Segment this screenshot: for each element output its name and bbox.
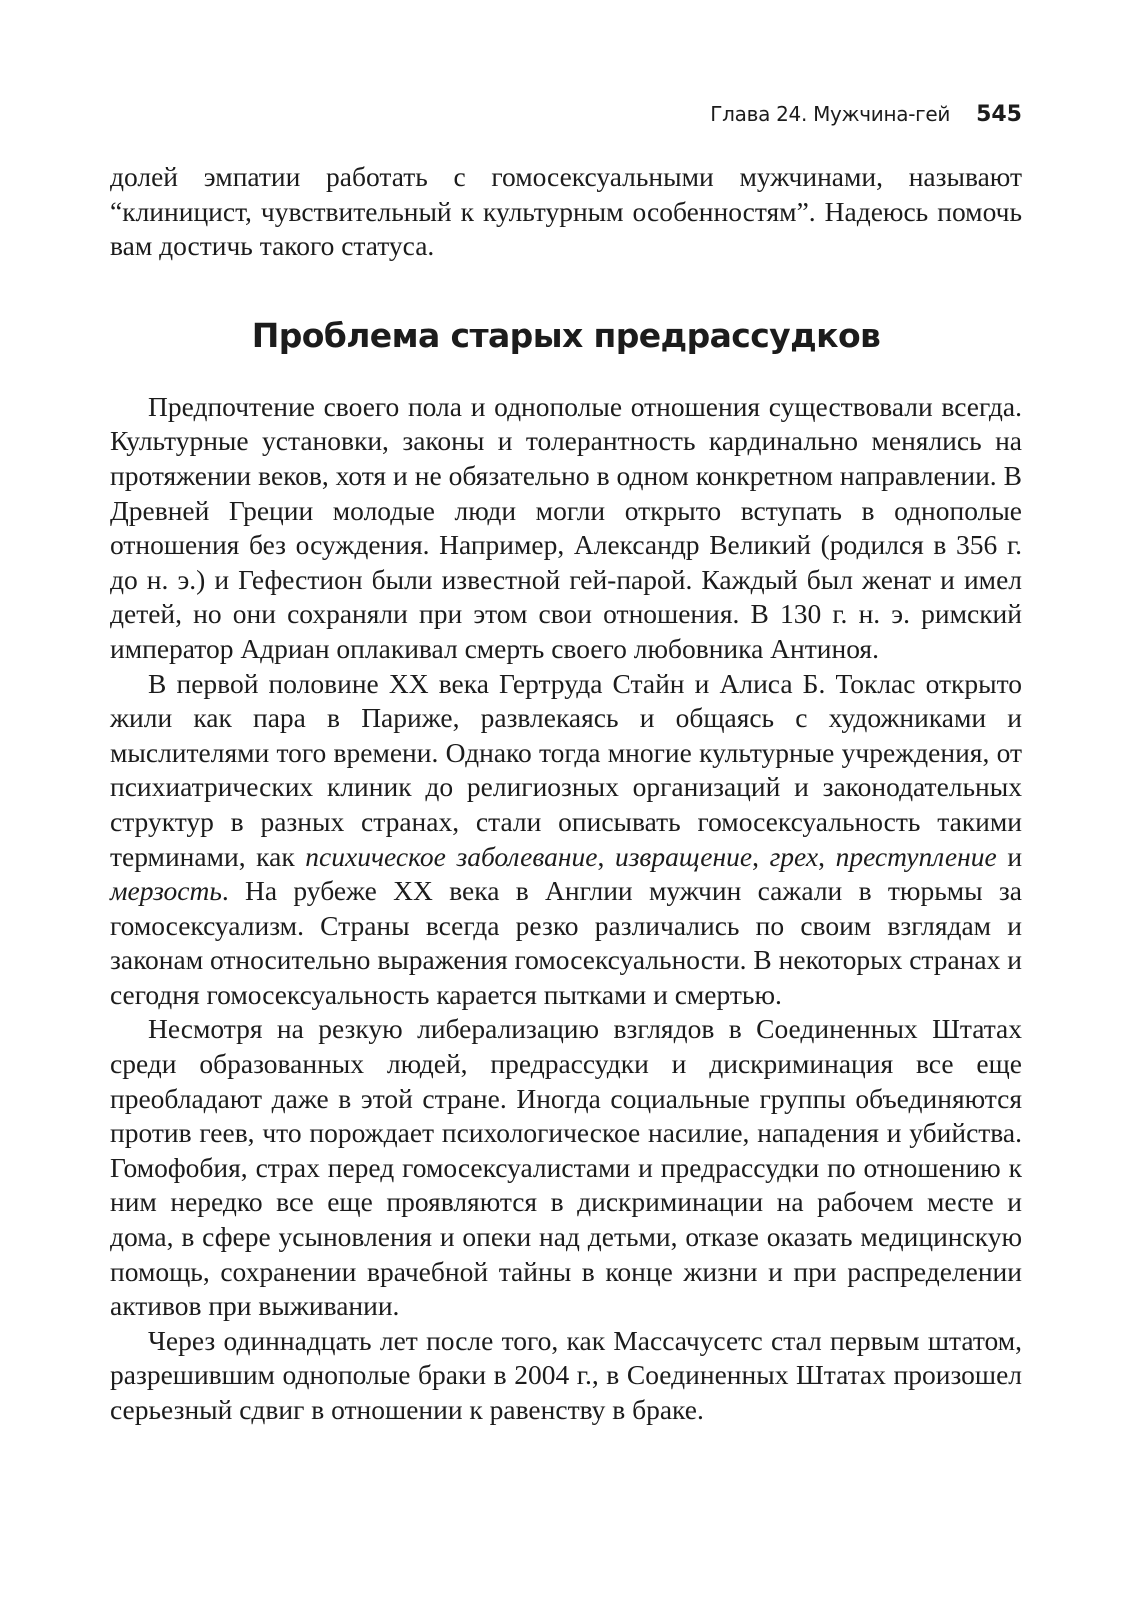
- paragraph-2-text-b: . На рубеже XX века в Англии мужчин сажали в тюрьмы за гомосексуализм. Страны всегда резко различались по своим взглядам и законам относительно выражения гомосексуальности. В некоторых странах и сегодня гомосексуальность карается пытками и смертью.: [110, 875, 1022, 1010]
- separator: ,: [597, 840, 615, 872]
- chapter-title: Глава 24. Мужчина-гей: [710, 102, 951, 126]
- separator: и: [996, 840, 1023, 872]
- intro-paragraph: долей эмпатии работать с гомосексуальными мужчинами, называют “клиницист, чувствительный к культурным особенностям”. Надеюсь помочь вам достичь такого статуса.: [110, 161, 1022, 262]
- paragraph-3: Несмотря на резкую либерализацию взглядов в Соединенных Штатах среди образованных людей, предрассудки и дискриминация все еще преобладают даже в этой стране. Иногда социальные группы объединяются против геев, что порождает психологическое насилие, нападения и убийства. Гомофобия, страх перед гомосексуалистами и предрассудки по отношению к ним нередко все еще проявляются в дискриминации на рабочем месте и дома, в сфере усыновления и опеки над детьми, отказе оказать медицинскую помощь, сохранении врачебной тайны в конце жизни и при распределении активов при выживании.: [110, 1013, 1022, 1322]
- separator: ,: [752, 840, 770, 872]
- page-body: [110, 160, 1022, 1428]
- paragraph-1: Предпочтение своего пола и однополые отношения существовали всегда. Культурные установки, законы и толерантность кардинально менялись на протяжении веков, хотя и не обязательно в одном конкретном направлении. В Древней Греции молодые люди могли открыто вступать в однополые отношения без осуждения. Например, Александр Великий (родился в 356 г. до н. э.) и Гефестион были известной гей-парой. Каждый был женат и имел детей, но они сохраняли при этом свои отношения. В 130 г. н. э. римский император Адриан оплакивал смерть своего любовника Антиноя.: [110, 390, 1022, 664]
- paragraph-2-text-a: В первой половине XX века Гертруда Стайн и Алиса Б. Токлас открыто жили как пара в Париже, развлекаясь и общаясь с художниками и мыслителями того времени. Однако тогда многие культурные учреждения, от психиатрических клиник до религиозных организаций и законодательных структур в разных странах, стали описывать гомосексуальность такими терминами, как: [110, 667, 1022, 872]
- term-abomination: мерзость: [110, 875, 222, 907]
- term-sin: грех: [769, 840, 819, 872]
- section-title: Проблема старых предрассудков: [251, 315, 881, 355]
- term-crime: преступление: [835, 840, 997, 872]
- term-mental-illness: психическое заболевание: [305, 840, 598, 872]
- running-header: [110, 100, 1022, 129]
- paragraph-4: Через одиннадцать лет после того, как Массачусетс стал первым штатом, разрешившим однополые браки в 2004 г., в Соединенных Штатах произошел серьезный сдвиг в отношении к равенству в браке.: [110, 1324, 1022, 1425]
- page-number: 545: [976, 102, 1022, 127]
- term-perversion: извращение: [614, 840, 753, 872]
- paragraph-2: [110, 667, 1022, 1013]
- separator: ,: [818, 840, 836, 872]
